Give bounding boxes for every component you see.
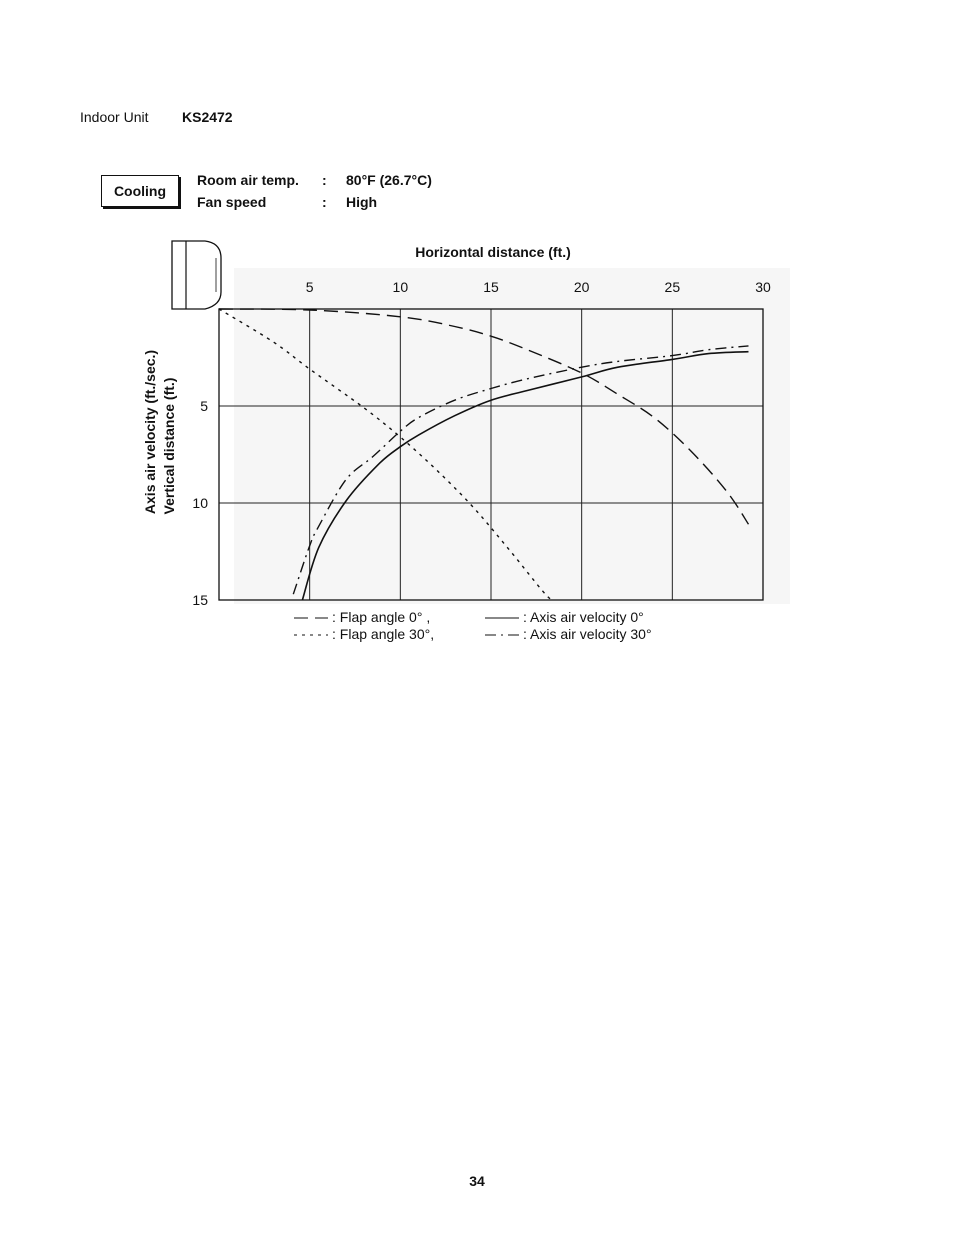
mode-label: Cooling	[113, 183, 167, 199]
x-tick-label: 30	[755, 279, 771, 295]
model-number: KS2472	[182, 109, 233, 125]
room-temp-value: 80°F (26.7°C)	[346, 172, 432, 188]
x-tick-label: 15	[483, 279, 499, 295]
y-tick-label: 10	[192, 495, 208, 511]
y-axis-label-line1: Axis air velocity (ft./sec.)	[142, 349, 158, 515]
room-temp-separator: :	[322, 172, 327, 188]
x-tick-label: 5	[305, 279, 314, 295]
x-tick-label: 25	[664, 279, 681, 295]
x-tick-label: 10	[392, 279, 409, 295]
legend-label-0: : Flap angle 0° ,	[332, 609, 431, 625]
fan-speed-label: Fan speed	[197, 194, 267, 210]
legend-label-3: : Axis air velocity 30°	[523, 626, 652, 642]
legend-label-2: : Axis air velocity 0°	[523, 609, 644, 625]
page-number: 34	[469, 1173, 485, 1189]
x-tick-label: 20	[573, 279, 590, 295]
room-temp-label: Room air temp.	[197, 172, 299, 188]
y-tick-label: 15	[192, 592, 208, 608]
fan-speed-separator: :	[322, 194, 327, 210]
x-axis-label: Horizontal distance (ft.)	[415, 244, 571, 260]
indoor-unit-label: Indoor Unit	[80, 109, 149, 125]
fan-speed-value: High	[346, 194, 378, 210]
indoor-unit-icon	[172, 241, 221, 309]
legend-label-1: : Flap angle 30°,	[332, 626, 435, 642]
y-tick-label: 5	[200, 398, 208, 414]
y-axis-label-line2: Vertical distance (ft.)	[161, 377, 177, 515]
